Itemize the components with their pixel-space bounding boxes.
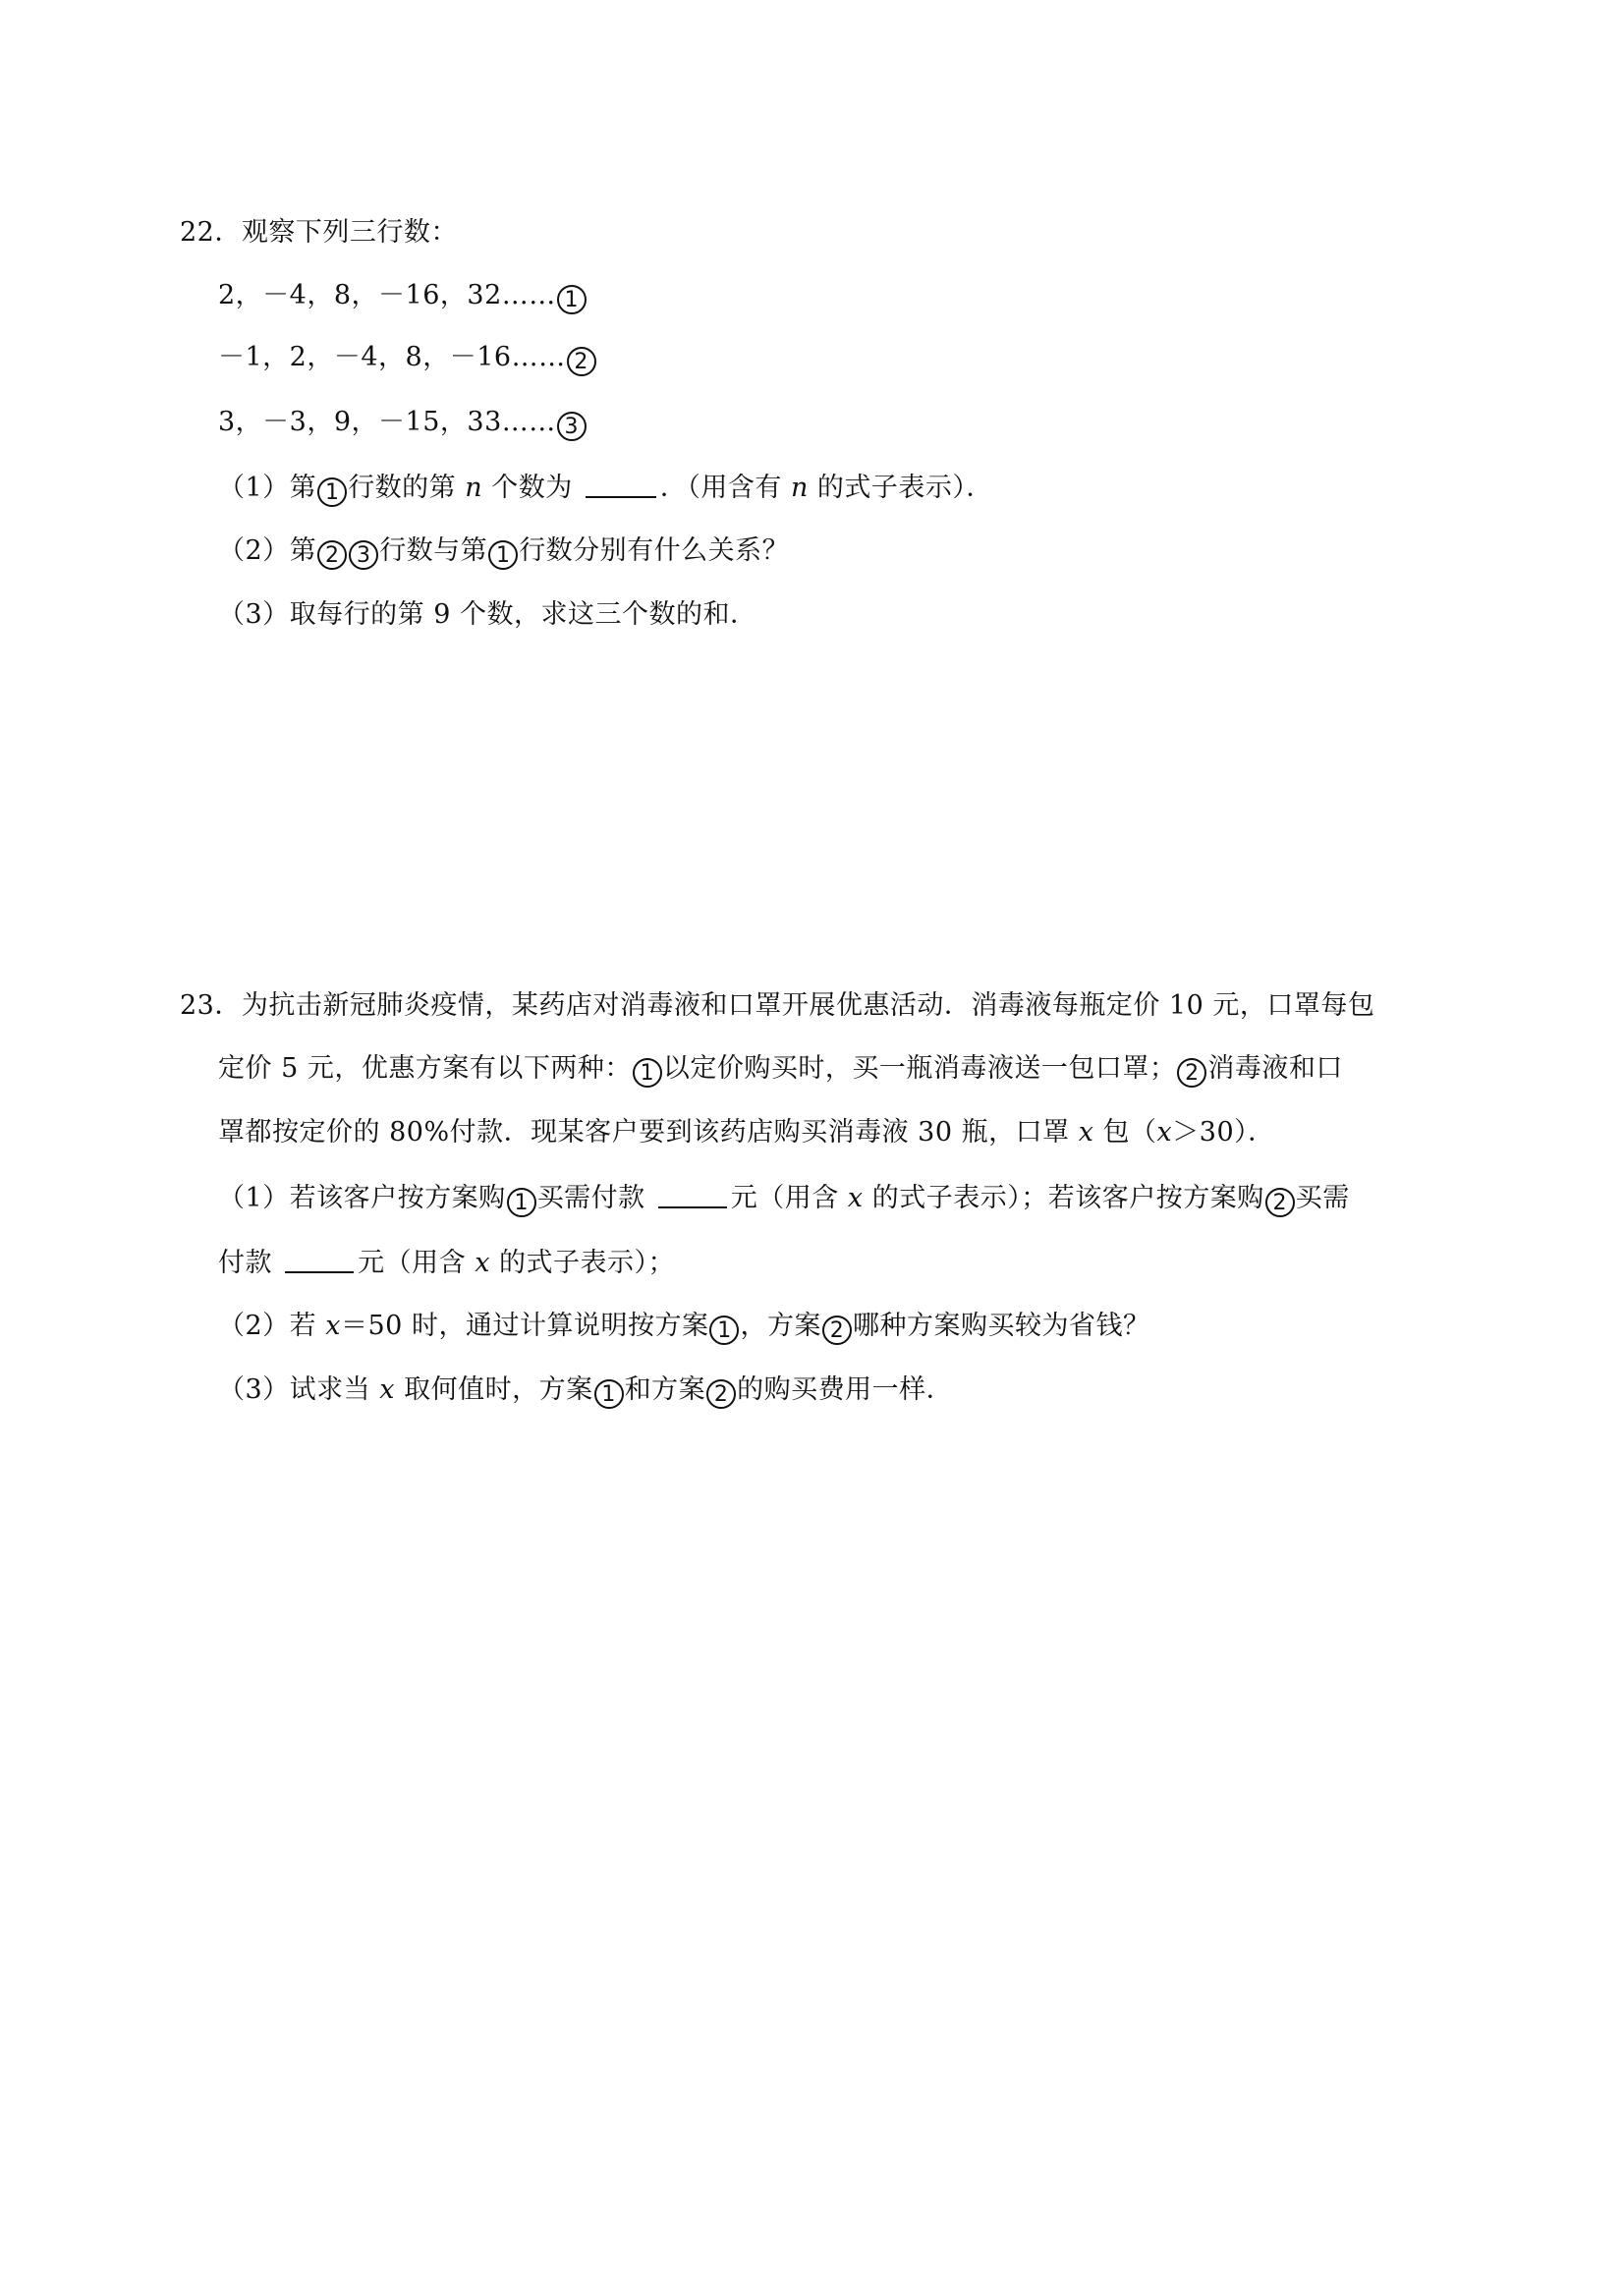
q22-sequence-row-2 bbox=[218, 338, 597, 377]
circled-marker-2: 2 bbox=[317, 540, 347, 570]
q23-line-2 bbox=[218, 1049, 1343, 1089]
q22-p2-text-c: 行数分别有什么关系？ bbox=[519, 535, 790, 566]
q22-p1-text-a: （1）第 bbox=[218, 473, 317, 503]
q22-part-2 bbox=[218, 532, 789, 571]
circled-marker-1: 1 bbox=[488, 540, 518, 570]
q23-part-1 bbox=[218, 1177, 1350, 1218]
q23-p2-text-a: （2）若 bbox=[218, 1311, 326, 1341]
circled-marker-1: 1 bbox=[317, 477, 347, 507]
q23-p2-variable-x: x bbox=[325, 1311, 341, 1341]
q22-p2-text-a: （2）第 bbox=[218, 535, 317, 566]
q22-p1-text-c: 个数为 bbox=[482, 473, 582, 503]
q23-p2-text-b: ＝50 时，通过计算说明按方案 bbox=[341, 1311, 709, 1341]
q22-p1-text-e: 的式子表示）． bbox=[808, 473, 993, 503]
q23-p1-text-a: （1）若该客户按方案购 bbox=[218, 1183, 506, 1213]
q23-line2-text-a: 定价 5 元，优惠方案有以下两种： bbox=[218, 1053, 632, 1084]
q23-line1-text: 23．为抗击新冠肺炎疫情，某药店对消毒液和口罩开展优惠活动．消毒液每瓶定价 10 元，口罩每包 bbox=[180, 990, 1375, 1021]
q22-part-3 bbox=[218, 595, 757, 635]
q23-p3-text-d: 的购买费用一样． bbox=[737, 1374, 954, 1405]
q23-p1-cont-text-b: 元（用含 bbox=[358, 1248, 476, 1278]
q23-p1-text-d: 的式子表示）；若该客户按方案购 bbox=[863, 1183, 1264, 1213]
q23-line3-variable-x: x bbox=[1078, 1117, 1094, 1148]
q23-p1-text-c: 元（用含 bbox=[730, 1183, 848, 1213]
q23-part-3 bbox=[218, 1371, 953, 1410]
circled-marker-1: 1 bbox=[507, 1188, 536, 1217]
q22-p1-text-b: 行数的第 bbox=[348, 473, 466, 503]
q22-p3-text: （3）取每行的第 9 个数，求这三个数的和． bbox=[218, 599, 757, 630]
circled-marker-3: 3 bbox=[349, 540, 378, 570]
q23-p2-text-d: 哪种方案购买较为省钱？ bbox=[852, 1311, 1150, 1341]
q22-sequence-row-3 bbox=[218, 403, 588, 442]
circled-marker-2: 2 bbox=[567, 347, 596, 376]
q22-part-1 bbox=[218, 467, 993, 508]
circled-marker-2: 2 bbox=[822, 1316, 852, 1345]
circled-marker-2: 2 bbox=[1177, 1058, 1206, 1088]
circled-marker-1: 1 bbox=[594, 1379, 624, 1409]
q22-p1-text-d: ．（用含有 bbox=[659, 473, 791, 503]
q23-p3-text-c: 和方案 bbox=[624, 1374, 706, 1405]
answer-blank bbox=[586, 467, 656, 498]
q23-part-1-continued bbox=[218, 1242, 675, 1283]
q22-p1-variable-n-2: n bbox=[790, 473, 809, 503]
circled-marker-2: 2 bbox=[1265, 1188, 1295, 1217]
q23-p1-text-e: 买需 bbox=[1295, 1183, 1350, 1213]
q22-row2-numbers: －1，2，－4，8，－16…… bbox=[218, 342, 566, 372]
q23-line-1 bbox=[180, 986, 1374, 1026]
q22-row3-numbers: 3，－3，9，－15，33…… bbox=[218, 407, 556, 437]
q23-p3-text-b: 取何值时，方案 bbox=[395, 1374, 593, 1405]
q23-p1-text-b: 买需付款 bbox=[536, 1183, 654, 1213]
q23-line2-text-c: 消毒液和口 bbox=[1207, 1053, 1343, 1084]
q23-line3-text-c: ＞30）． bbox=[1172, 1117, 1275, 1148]
q22-row1-numbers: 2，－4，8，－16，32…… bbox=[218, 280, 556, 310]
q23-line3-text-b: 包（ bbox=[1093, 1117, 1157, 1148]
circled-marker-3: 3 bbox=[557, 412, 587, 441]
q23-line3-variable-x-2: x bbox=[1156, 1117, 1173, 1148]
q23-p2-text-c: ，方案 bbox=[740, 1311, 821, 1341]
q23-p1-cont-text-a: 付款 bbox=[218, 1248, 282, 1278]
q22-title bbox=[180, 213, 458, 252]
circled-marker-1: 1 bbox=[633, 1058, 662, 1088]
circled-marker-1: 1 bbox=[709, 1316, 739, 1345]
q22-p2-text-b: 行数与第 bbox=[379, 535, 488, 566]
answer-blank bbox=[285, 1242, 354, 1273]
q23-line-3 bbox=[218, 1113, 1275, 1152]
q23-p1-cont-variable-x: x bbox=[475, 1248, 490, 1278]
q23-part-2 bbox=[218, 1307, 1149, 1346]
q23-p3-text-a: （3）试求当 bbox=[218, 1374, 380, 1405]
q22-p1-variable-n: n bbox=[465, 473, 483, 503]
q23-p3-variable-x: x bbox=[379, 1374, 395, 1405]
q22-title-text: 22．观察下列三行数： bbox=[180, 217, 458, 248]
q23-line3-text-a: 罩都按定价的 80%付款．现某客户要到该药店购买消毒液 30 瓶，口罩 bbox=[218, 1117, 1079, 1148]
q23-p1-variable-x: x bbox=[847, 1183, 864, 1213]
circled-marker-1: 1 bbox=[557, 285, 587, 314]
q22-sequence-row-1 bbox=[218, 276, 588, 315]
q23-p1-cont-text-c: 的式子表示）； bbox=[489, 1248, 676, 1278]
circled-marker-2: 2 bbox=[706, 1379, 736, 1409]
answer-blank bbox=[658, 1177, 727, 1208]
q23-line2-text-b: 以定价购买时，买一瓶消毒液送一包口罩； bbox=[662, 1053, 1177, 1084]
